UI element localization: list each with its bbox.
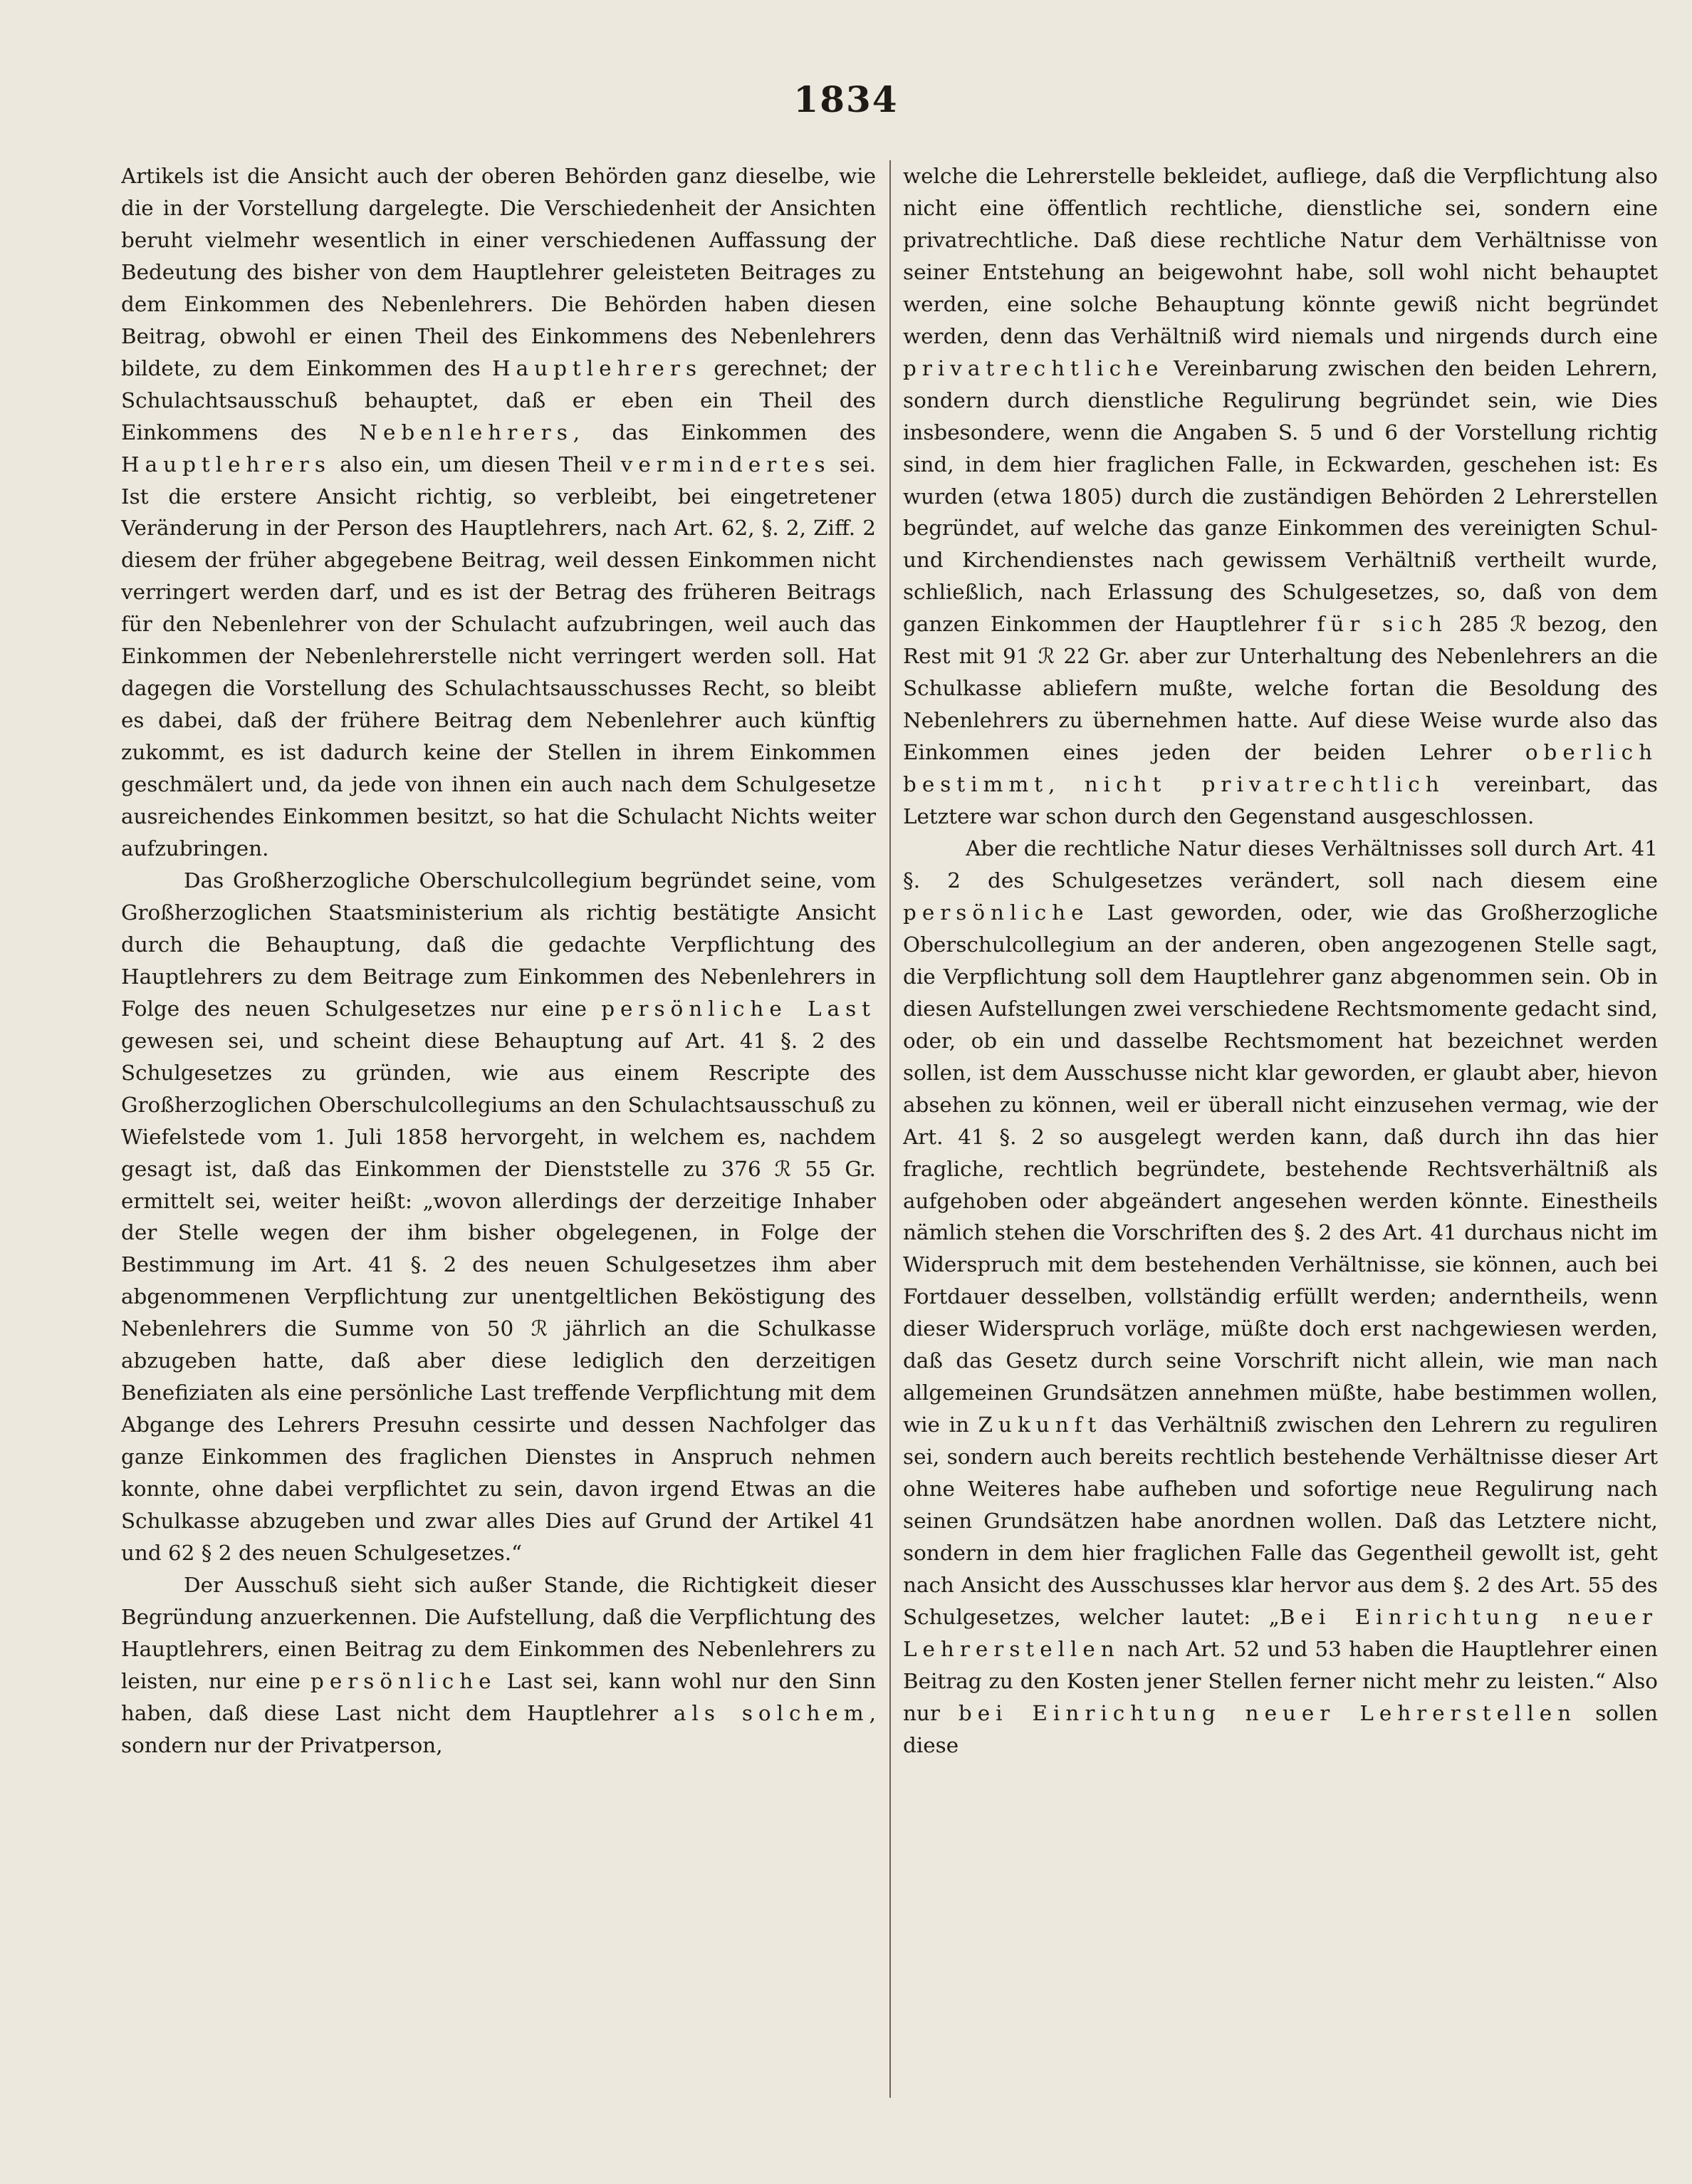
- paragraph-text: , das Einkommen des: [573, 420, 876, 444]
- spaced-emphasis-text: vermindertes: [620, 452, 831, 477]
- paragraph-text: 285 ℛ bezog, den Rest mit 91 ℛ 22 Gr. aber zur Unterhaltung des Nebenlehrers an die Schulkasse abliefern mußte, welche fortan die Besoldung des Nebenlehrers zu übernehmen hatte. Auf diese Weise wurde also das Einkommen eines jeden der beiden Lehrer: [903, 612, 1658, 765]
- paragraph-text: Vereinbarung zwischen den beiden Lehrern, sondern durch dienstliche Regulirung begründet sein, wie Dies insbesondere, wenn die Angaben S. 5 und 6 der Vorstellung richtig sind, in dem hier fraglichen Falle, in Eckwarden, geschehen ist: Es wurden (etwa 1805) durch die zuständigen Behörden 2 Lehrerstellen begründet, auf welche das ganze Einkommen des vereinigten Schul- und Kirchendienstes nach gewissem Verhältniß vertheilt wurde, schließlich, nach Erlassung des Schulgesetzes, so, daß von dem ganzen Einkommen der Hauptlehrer: [903, 355, 1658, 637]
- paragraph: [903, 833, 1658, 1762]
- paragraph: [121, 160, 876, 865]
- paragraph-text: gerechnet; der Schulachtsausschuß behauptet, daß er eben ein Theil des Einkommens des: [121, 355, 876, 444]
- spaced-emphasis-text: bei Einrichtung neuer Lehrerstellen: [958, 1700, 1577, 1725]
- spaced-emphasis-text: nicht privatrechtlich: [1084, 772, 1445, 797]
- page-number: 1834: [793, 78, 899, 120]
- paragraph-text: sei. Ist die erstere Ansicht richtig, so verbleibt, bei eingetretener Veränderung in der Person des Hauptlehrers, nach Art. 62, §. 2, Ziff. 2 diesem der früher abgegebene Beitrag, weil dessen Einkommen nicht verringert werden darf, und es ist der Betrag des früheren Beitrags für den Nebenlehrer von der Schulacht aufzubringen, weil auch das Einkommen der Nebenlehrerstelle nicht verringert werden soll. Hat dagegen die Vorstellung des Schulachtsausschusses Recht, so bleibt es dabei, daß der frühere Beitrag dem Nebenlehrer auch künftig zukommt, es ist dadurch keine der Stellen in ihrem Einkommen geschmälert und, da jede von ihnen ein auch nach dem Schulgesetze ausreichendes Einkommen besitzt, so hat die Schulacht Nichts weiter aufzubringen.: [121, 452, 876, 861]
- spaced-emphasis-text: persönliche: [310, 1668, 497, 1693]
- spaced-emphasis-text: Hauptlehrers: [121, 452, 332, 477]
- paragraph-text: ,: [1048, 772, 1085, 797]
- left-column: [121, 160, 876, 2155]
- paragraph-text: sollen diese: [903, 1700, 1658, 1757]
- paragraph-text: Das Großherzogliche Oberschulcollegium begründet seine, vom Großherzoglichen Staatsministerium als richtig bestätigte Ansicht durch die Behauptung, daß die gedachte Verpflichtung des Hauptlehrers zu dem Beitrage zum Einkommen des Nebenlehrers in Folge des neuen Schulgesetzes nur eine: [121, 868, 876, 1021]
- paragraph-text: Last sei, kann wohl nur den Sinn haben, daß diese Last nicht dem Hauptlehrer: [121, 1668, 876, 1725]
- spaced-emphasis-text: für sich: [1317, 612, 1448, 637]
- paragraph: [903, 160, 1658, 833]
- paragraph-text: gewesen sei, und scheint diese Behauptung auf Art. 41 §. 2 des Schulgesetzes zu gründen, wie aus einem Rescripte des Großherzoglichen Oberschulcollegiums an den Schulachtsausschuß zu Wiefelstede vom 1. Juli 1858 hervorgeht, in welchem es, nachdem gesagt ist, daß das Einkommen der Dienststelle zu 376 ℛ 55 Gr. ermittelt sei, weiter heißt: „wovon allerdings der derzeitige Inhaber der Stelle wegen der ihm bisher obgelegenen, in Folge der Bestimmung im Art. 41 §. 2 des neuen Schulgesetzes ihm aber abgenommenen Verpflichtung zur unentgeltlichen Beköstigung des Nebenlehrers die Summe von 50 ℛ jährlich an die Schulkasse abzugeben hatte, daß aber diese lediglich den derzeitigen Benefiziaten als eine persönliche Last treffende Verpflichtung mit dem Abgange des Lehrers Presuhn cessirte und dessen Nachfolger das ganze Einkommen des fraglichen Dienstes in Anspruch nehmen konnte, ohne dabei verpflichtet zu sein, davon irgend Etwas an die Schulkasse abzugeben und zwar alles Dies auf Grund der Artikel 41 und 62 § 2 des neuen Schulgesetzes.“: [121, 1028, 876, 1565]
- spaced-emphasis-text: Hauptlehrers: [492, 355, 703, 380]
- spaced-emphasis-text: oberlich bestimmt: [903, 740, 1658, 797]
- paragraph-text: Aber die rechtliche Natur dieses Verhältnisses soll durch Art. 41 §. 2 des Schulgesetzes verändert, soll nach diesem eine: [903, 836, 1658, 893]
- right-column: [903, 160, 1658, 2155]
- paragraph: [121, 865, 876, 1569]
- column-divider: [889, 160, 891, 2098]
- paragraph-text: Artikels ist die Ansicht auch der oberen Behörden ganz dieselbe, wie die in der Vorstellung dargelegte. Die Verschiedenheit der Ansichten beruht vielmehr wesentlich in einer verschiedenen Auffassung der Bedeutung des bisher von dem Hauptlehrer geleisteten Beitrages zu dem Einkommen des Nebenlehrers. Die Behörden haben diesen Beitrag, obwohl er einen Theil des Einkommens des Nebenlehrers bildete, zu dem Einkommen des: [121, 164, 876, 380]
- spaced-emphasis-text: Bei Einrichtung neuer Lehrerstellen: [903, 1604, 1658, 1661]
- paragraph: [121, 1569, 876, 1762]
- paragraph-text: nach Art. 52 und 53 haben die Hauptlehrer einen Beitrag zu den Kosten jener Stellen ferner nicht mehr zu leisten.“ Also nur: [903, 1636, 1658, 1725]
- spaced-emphasis-text: privatrechtliche: [903, 355, 1164, 380]
- paragraph-text: , sondern nur der Privatperson,: [121, 1700, 876, 1757]
- paragraph-text: Der Ausschuß sieht sich außer Stande, die Richtigkeit dieser Begründung anzuerkennen. Die Aufstellung, daß die Verpflichtung des Hauptlehrers, einen Beitrag zu dem Einkommen des Nebenlehrers zu leisten, nur eine: [121, 1572, 876, 1693]
- paragraph-text: welche die Lehrerstelle bekleidet, aufliege, daß die Verpflichtung also nicht eine öffentlich rechtliche, dienstliche sei, sondern eine privatrechtliche. Daß diese rechtliche Natur dem Verhältnisse von seiner Entstehung an beigewohnt habe, soll wohl nicht behauptet werden, eine solche Behauptung könnte gewiß nicht begründet werden, denn das Verhältniß wird niemals und nirgends durch eine: [903, 164, 1658, 348]
- paragraph-text: vereinbart, das Letztere war schon durch den Gegenstand ausgeschlossen.: [903, 772, 1658, 829]
- spaced-emphasis-text: Nebenlehrers: [359, 420, 573, 444]
- paragraph-text: also ein, um diesen Theil: [331, 452, 621, 477]
- paragraph-text: das Verhältniß zwischen den Lehrern zu reguliren sei, sondern auch bereits rechtlich bestehende Verhältnisse dieser Art ohne Weiteres habe aufheben und sofortige neue Regulirung nach seinen Grundsätzen habe anordnen wollen. Daß das Letztere nicht, sondern in dem hier fraglichen Falle das Gegentheil gewollt ist, geht nach Ansicht des Ausschusses klar hervor aus dem §. 2 des Art. 55 des Schulgesetzes, welcher lautet: „: [903, 1413, 1658, 1629]
- paragraph-text: Last geworden, oder, wie das Großherzogliche Oberschulcollegium an der anderen, oben angezogenen Stelle sagt, die Verpflichtung soll dem Hauptlehrer ganz abgenommen sein. Ob in diesen Aufstellungen zwei verschiedene Rechtsmomente gedacht sind, oder, ob ein und dasselbe Rechtsmoment hat bezeichnet werden sollen, ist dem Ausschusse nicht klar geworden, er glaubt aber, hievon absehen zu können, weil er überall nicht einzusehen vermag, wie der Art. 41 §. 2 so ausgelegt werden kann, daß durch ihn das hier fragliche, rechtlich begründete, bestehende Rechtsverhältniß als aufgehoben oder abgeändert angesehen werden könnte. Einestheils nämlich stehen die Vorschriften des §. 2 des Art. 41 durchaus nicht im Widerspruch mit dem bestehenden Verhältnisse, sie können, auch bei Fortdauer desselben, vollständig erfüllt werden; anderntheils, wenn dieser Widerspruch vorläge, müßte doch erst nachgewiesen werden, daß das Gesetz durch seine Vorschrift nicht allein, wie man nach allgemeinen Grundsätzen annehmen müßte, habe bestimmen wollen, wie in: [903, 900, 1658, 1437]
- spaced-emphasis-text: persönliche: [903, 900, 1090, 925]
- spaced-emphasis-text: Zukunft: [978, 1413, 1102, 1437]
- spaced-emphasis-text: als solchem: [673, 1700, 870, 1725]
- spaced-emphasis-text: persönliche Last: [601, 996, 876, 1021]
